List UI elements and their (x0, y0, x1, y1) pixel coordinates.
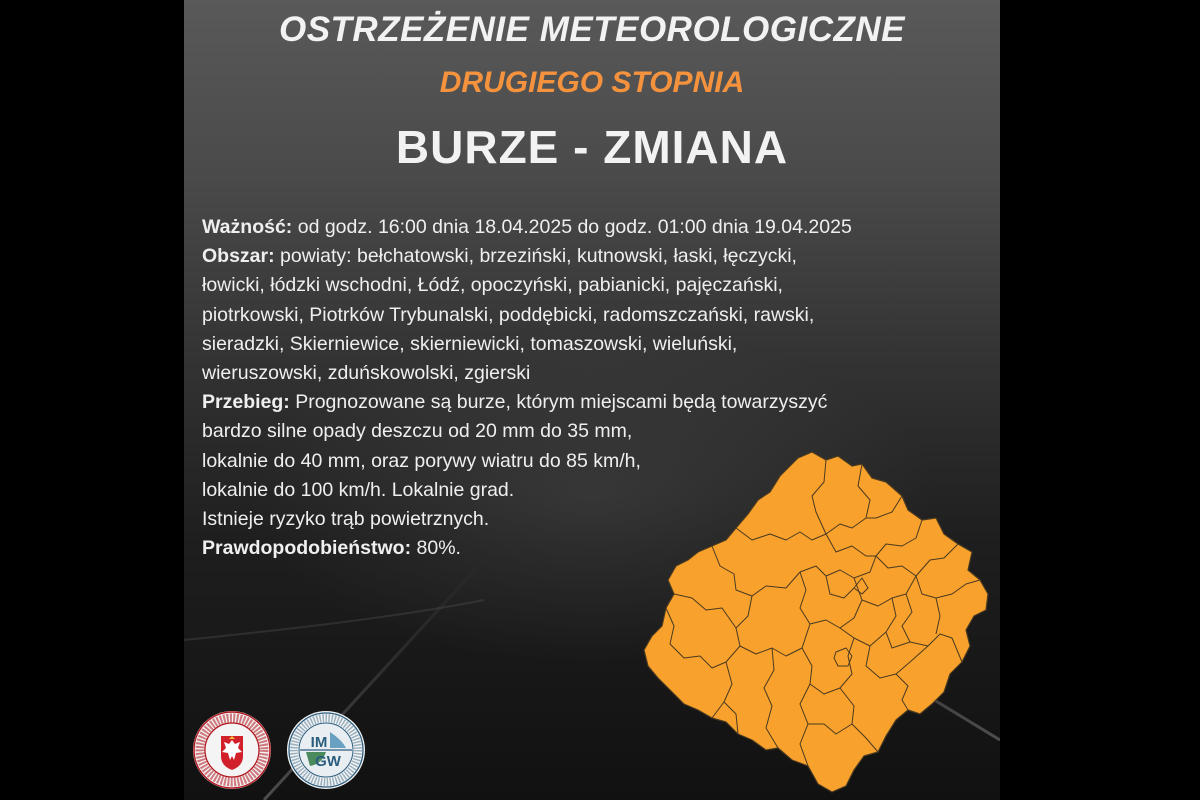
svg-text:IM: IM (310, 734, 328, 751)
area-line (202, 242, 992, 271)
warning-type: BURZE - ZMIANA (395, 121, 789, 173)
warning-details (202, 213, 992, 563)
polish-eagle-seal-icon (192, 710, 272, 790)
warning-panel (184, 0, 1000, 800)
course-text: Prognozowane są burze, którym miejscami będą towarzyszyć (295, 391, 828, 414)
probability-label: Prawdopodobieństwo: (202, 537, 412, 560)
validity-line (202, 213, 992, 242)
validity-label: Ważność: (202, 216, 293, 238)
warning-title: OSTRZEŻENIE METEOROLOGICZNE (278, 10, 906, 49)
area-text: wieruszowski, zduńskowolski, zgierski (202, 362, 531, 385)
course-text: lokalnie do 100 km/h. Lokalnie grad. (202, 478, 515, 501)
probability-value: 80%. (416, 537, 461, 560)
course-line (202, 388, 992, 417)
validity-value: od godz. 16:00 dnia 18.04.2025 do godz. 01:00 dnia 19.04.2025 (297, 216, 852, 238)
probability-line (202, 534, 992, 563)
course-text: Istnieje ryzyko trąb powietrznych. (202, 508, 490, 531)
warning-level: DRUGIEGO STOPNIA (439, 66, 745, 99)
course-text: bardzo silne opady deszczu od 20 mm do 35 mm, (202, 420, 633, 443)
imgw-logo-icon (286, 710, 366, 790)
area-text: powiaty: bełchatowski, brzeziński, kutnowski, łaski, łęczycki, (280, 245, 797, 268)
area-text: łowicki, łódzki wschodni, Łódź, opoczyński, pabianicki, pajęczański, (202, 274, 783, 297)
area-text: piotrkowski, Piotrków Trybunalski, poddębicki, radomszczański, rawski, (202, 303, 815, 326)
area-text: sieradzki, Skierniewice, skierniewicki, tomaszowski, wieluński, (202, 332, 738, 355)
svg-text:GW: GW (315, 753, 341, 770)
course-label: Przebieg: (202, 391, 290, 414)
course-text: lokalnie do 40 mm, oraz porywy wiatru do 85 km/h, (202, 449, 641, 472)
area-label: Obszar: (202, 245, 275, 268)
